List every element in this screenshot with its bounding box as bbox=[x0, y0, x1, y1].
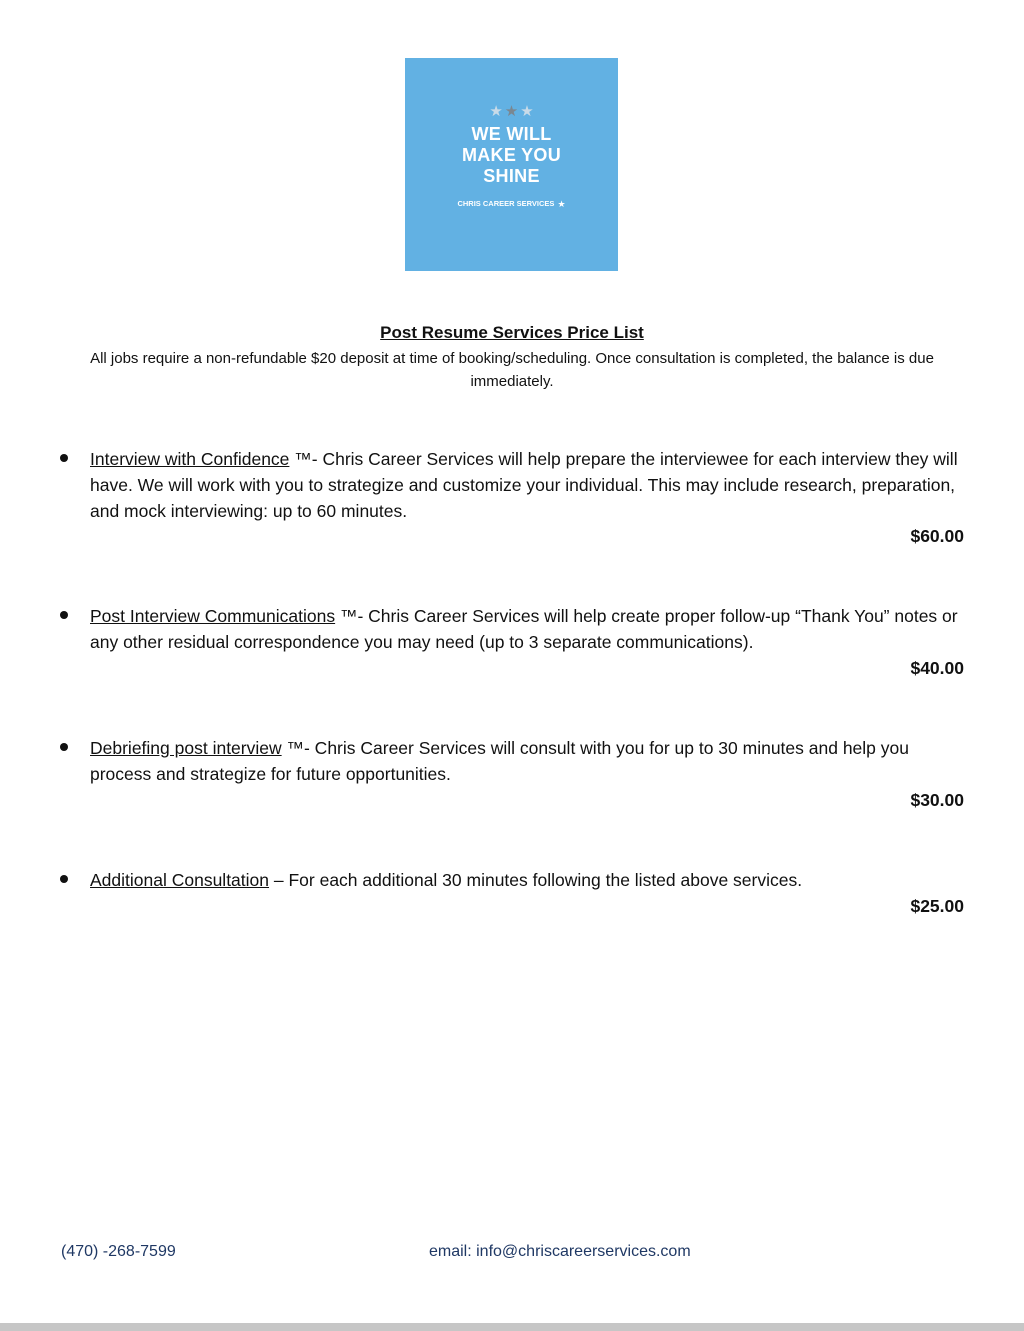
page-bottom-divider bbox=[0, 1323, 1024, 1331]
service-name: Interview with Confidence bbox=[90, 449, 290, 469]
logo-brand bbox=[457, 199, 565, 209]
service-name: Debriefing post interview bbox=[90, 738, 282, 758]
service-text bbox=[90, 603, 965, 655]
star-icon: ★ bbox=[520, 103, 534, 120]
service-price: $40.00 bbox=[910, 658, 964, 678]
service-description: ™- Chris Career Services will help create proper follow-up “Thank You” notes or any other residual correspondence you may need (up to 3 separate communications). bbox=[90, 606, 958, 652]
service-name: Additional Consultation bbox=[90, 870, 270, 890]
deposit-notice: All jobs require a non-refundable $20 deposit at time of booking/scheduling. Once consultation is completed, the balance is due immediately. bbox=[90, 350, 934, 390]
service-description: – For each additional 30 minutes following the listed above services. bbox=[269, 870, 803, 890]
service-price: $60.00 bbox=[910, 526, 964, 546]
star-icon: ★ bbox=[557, 199, 566, 209]
bullet-icon bbox=[60, 454, 68, 462]
service-name: Post Interview Communications bbox=[90, 606, 336, 626]
footer-email: email: info@chriscareerservices.com bbox=[429, 1243, 691, 1260]
company-logo bbox=[405, 58, 618, 271]
page-title: Post Resume Services Price List bbox=[380, 323, 644, 342]
logo-headline-line: SHINE bbox=[483, 166, 540, 186]
logo-stars bbox=[489, 103, 533, 121]
logo-headline-line: WE WILL bbox=[471, 124, 552, 144]
logo-headline bbox=[462, 124, 561, 187]
bullet-icon bbox=[60, 875, 68, 883]
star-icon: ★ bbox=[504, 103, 519, 120]
logo-brand-text: CHRIS CAREER SERVICES bbox=[457, 199, 555, 208]
bullet-icon bbox=[60, 743, 68, 751]
footer-phone: (470) -268-7599 bbox=[61, 1243, 176, 1260]
service-price: $25.00 bbox=[910, 896, 964, 916]
star-icon: ★ bbox=[489, 103, 503, 120]
service-text bbox=[90, 867, 965, 893]
service-description: ™- Chris Career Services will consult with you for up to 30 minutes and help you process and strategize for future opportunities. bbox=[90, 738, 909, 784]
logo-headline-line: MAKE YOU bbox=[461, 145, 562, 165]
service-description: ™- Chris Career Services will help prepare the interviewee for each interview they will have. We will work with you to strategize and customize your individual. This may include research, preparation, and mock interviewing: up to 60 minutes. bbox=[90, 449, 958, 521]
bullet-icon bbox=[60, 611, 68, 619]
service-price: $30.00 bbox=[910, 790, 964, 810]
service-text bbox=[90, 735, 965, 787]
service-text bbox=[90, 446, 965, 524]
